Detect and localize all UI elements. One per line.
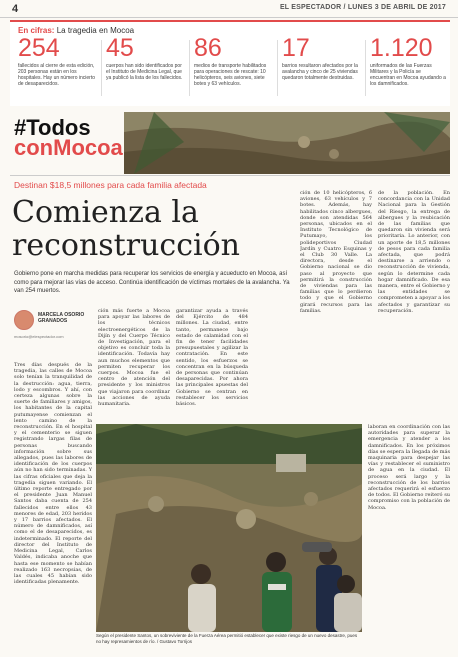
stat-desc: uniformados de las Fuerzas Militares y la Policía se encuentran en Mocoa ayudando a los damnificados. <box>370 63 446 87</box>
divider <box>189 40 190 96</box>
article-column-5: de la población. En concordancia con la Unidad Nacional para la Gestión del Riesgo, la entrega de albergues y la reubicación de las familias que quedaron sin vivienda será prioritaria. Lo anterior, con un aporte de 18,5 millones de pesos para cada familia afectada, que podrá destinarse a arriendo o reconstrucción de vivienda, según lo determine cada hogar damnificado. De esa manera, entre el Gobierno y las entidades se comprometen a apoyar a los afectados y garantizar su recuperación. <box>378 190 450 314</box>
author-name: MARCELA OSORIO GRANADOS <box>38 312 85 324</box>
stat-desc: medios de transporte habilitados para operaciones de rescate: 10 helicópteros, seis aviones, siete botes y 63 vehículos. <box>194 63 267 87</box>
page-header <box>0 0 458 18</box>
stat-desc: barrios resultaron afectados por la avalancha y cinco de 25 viviendas quedaron totalmente destruidas. <box>282 63 358 81</box>
stat-fallecidos <box>18 36 98 106</box>
divider <box>101 40 102 96</box>
landslide-mud-photo-strip <box>124 112 450 174</box>
author-byline <box>14 308 94 356</box>
stats-box <box>10 20 450 106</box>
stat-desc: cuerpos han sido identificados por el Instituto de Medicina Legal, que ya publicó la lista de los fallecidos. <box>106 63 183 81</box>
article-lead: Gobierno pone en marcha medidas para recuperar los servicios de energía y acueducto en Mocoa, así como para mejorar las vías de acceso. Continúa identificación de víctimas mortales de la avalancha. Ya van 254 muertos. <box>14 271 290 294</box>
stat-value: 17 <box>282 34 310 62</box>
main-photo <box>96 424 362 632</box>
stat-barrios <box>282 36 362 106</box>
article-column-2: ción más fuerte a Mocoa para apoyar las labores de los técnicos electroenergéticos de la Dijín y del Cuerpo Técnico de Investigación, para el objetivo es concluir toda la identificación. Todavía hay aun muchos elementos que permiten recuperar los cuerpos. Mocoa fue el centro de atención del presidente y los ministros que viajaron para coordinar las acciones de ayuda humanitaria. <box>98 308 170 408</box>
stats-label-red: En cifras: <box>18 26 55 35</box>
stat-identificados <box>106 36 186 106</box>
stat-value: 1.120 <box>370 34 433 62</box>
newspaper-dateline: EL ESPECTADOR / LUNES 3 DE ABRIL DE 2017 <box>279 4 446 11</box>
divider <box>10 175 450 176</box>
divider <box>277 40 278 96</box>
stat-transporte <box>194 36 274 106</box>
stat-value: 45 <box>106 34 134 62</box>
rescue-scene-image <box>96 424 362 632</box>
page-number: 4 <box>12 3 19 15</box>
stat-desc: fallecidos al cierre de esta edición, 203 personas están en los hospitales. Hay un número incierto de desaparecidos. <box>18 63 95 87</box>
hashtag-line2: conMocoa <box>14 135 123 160</box>
article-column-1: Tres días después de la tragedia, las calles de Mocoa solo tenían la tranquilidad de la destrucción: agua, tierra, lodo y escombros. Y ahí, con certeza algunas sobre la suerte de familiares y amigos, los habitantes de la capital putumayense comienzan el lento camino de la reconstrucción. En el hospital y el cementerio se siguen registrando largas filas de personas buscando información sobre sus allegados, pues las labores de identificación de los cuerpos aún no han sido terminadas. Y las cifras oficiales que deja la tragedia siguen variando. El último reporte entregado por el presidente Juan Manuel Santos daba cuenta de 254 fallecidos entre ellos 43 menores de edad, 203 heridos y 17 barrios afectados. El número de damnificados, así como el de desaparecidos, es indeterminado. El reporte del director del Instituto de Medicina Legal, Carlos Valdés, indicaba anoche que hasta ese momento se habían realizado 163 necropsias, de las cuales 45 habían sido identificadas plenamente. <box>14 362 92 586</box>
article-headline: Comienza la reconstrucción <box>12 195 240 263</box>
divider <box>365 40 366 96</box>
stat-value: 86 <box>194 34 222 62</box>
article-column-4: ción de 10 helicópteros, 6 aviones, 63 vehículos y 7 botes. Además, hay habilitados cinco albergues, donde son atendidas 564 personas, ubicados en el Instituto Tecnológico de Putumayo, los polideportivos Ciudad Jardín y Cuatro Esquinas y el Club 30 Valle. La directora, desde el Gobierno nacional se dio paso al proyecto que permitirá la construcción de viviendas para las familias que lo perdieron todo y que el Gobierno girará recursos para las familias. <box>300 190 372 314</box>
stat-value: 254 <box>18 34 60 62</box>
hashtag-banner <box>14 115 123 160</box>
author-avatar <box>14 310 34 330</box>
stats-label: La tragedia en Mocoa <box>56 26 135 35</box>
hashtag-line1: #Todos <box>14 115 91 140</box>
stat-uniformados <box>370 36 446 106</box>
article-kicker: Destinan $18,5 millones para cada familia afectada <box>14 180 207 190</box>
author-email: mosorio@elespectador.com <box>14 334 64 339</box>
photo-caption: Según el presidente Santos, un sobreviviente de la Fuerza Aérea permitió establecer que existe riesgo de un nuevo desastre, pues no hay represamientos de río. / Gustavo Torrijos <box>96 633 358 644</box>
article-column-3: garantizar ayuda a través del Ejército de 484 millones. La ciudad, entre tanto, permanece bajo estado de calamidad con el fin de tener facilidades presupuestales y agilizar la contratación. En este sentido, los esfuerzos se concentran en la búsqueda de personas que continúan desaparecidas. Por ahora las principales apuestas del Gobierno se centran en restablecer los servicios básicos. <box>176 308 248 408</box>
article-column-6: laboran en coordinación con las autoridades para superar la emergencia y atender a los damnificados. En los próximos días se espera la llegada de más maquinaria para despejar las vías y restablecer el suministro de agua en la ciudad. El proceso será largo y la reconstrucción de los barrios afectados requerirá el esfuerzo de todos. El Gobierno reiteró su compromiso con la población de Mocoa. <box>368 424 450 511</box>
